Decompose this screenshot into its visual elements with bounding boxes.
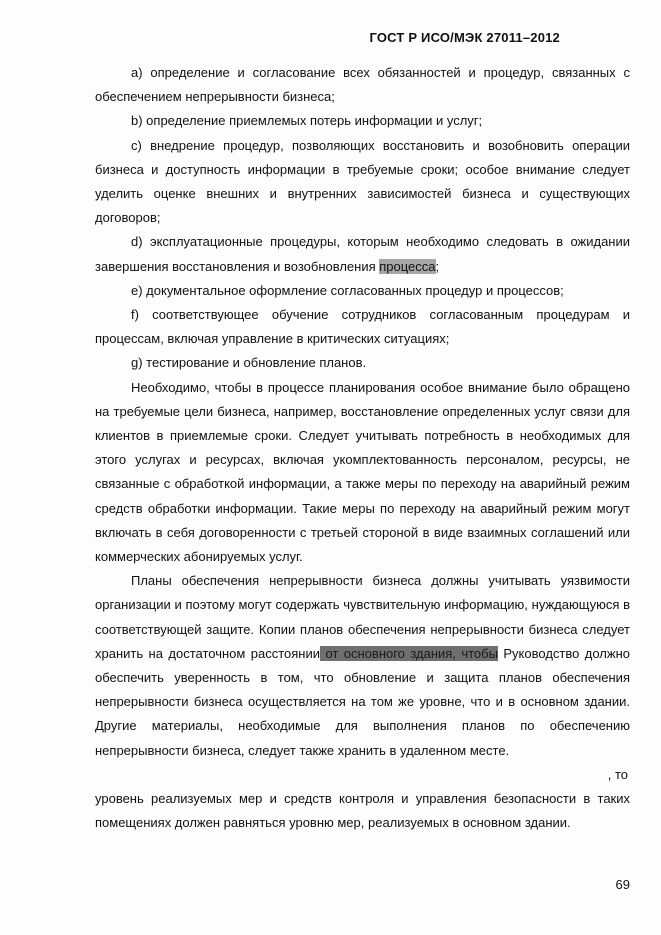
document-header: ГОСТ Р ИСО/МЭК 27011–2012 xyxy=(369,30,560,45)
document-body xyxy=(95,61,630,836)
paragraph-plans-storage-text: Планы обеспечения непрерывности бизнеса должны учитывать уязвимости организации и поэтому могут содержать чувствительную информацию, нуждающуюся в соответствующей защите. Копии планов обеспечения непрерывности бизнеса следует хранить на достаточном расстоянии xyxy=(95,573,630,661)
paragraph-plans-storage-cont: Руководство должно обеспечить уверенность в том, что обновление и защита планов обеспечения непрерывности бизнеса осуществляется на том же уровне, что и в основном здании. Другие материалы, необходимые для выполнения планов по обеспечению непрерывности бизнеса, следует также хранить в удаленном месте. xyxy=(95,645,630,758)
highlighted-redacted-text: от основного здания, чтобы xyxy=(320,645,498,661)
list-item-c: с) внедрение процедур, позволяющих восстановить и возобновить операции бизнеса и доступность информации в требуемые сроки; особое внимание следует уделить оценке внешних и внутренних зависимостей бизнеса и существующих договоров; xyxy=(95,137,630,226)
list-item-b: b) определение приемлемых потерь информации и услуг; xyxy=(131,113,483,129)
highlighted-text: процесса xyxy=(379,258,436,274)
list-item-a: а) определение и согласование всех обязанностей и процедур, связанных с обеспечением непрерывности бизнеса; xyxy=(95,65,630,105)
list-item-d-end: ; xyxy=(435,258,440,274)
list-item-d xyxy=(95,230,630,278)
paragraph-planning: Необходимо, чтобы в процессе планирования особое внимание было обращено на требуемые цели бизнеса, например, восстановление определенных услуг связи для клиентов в приемлемые сроки. Следует учитывать потребность в необходимых для этого услугах и ресурсах, включая укомплектованность персоналом, ресурсы, не связанные с обработкой информации, а также меры по переходу на аварийный режим средств обработки информации. Такие меры по переходу на аварийный режим могут включать в себя договоренности с третьей стороной в виде взаимных соглашений или коммерческих абонируемых услуг. xyxy=(95,379,630,565)
paragraph-fragment-line xyxy=(95,763,630,787)
paragraph-fragment: , то xyxy=(607,766,628,782)
list-item-f: f) соответствующее обучение сотрудников согласованным процедурам и процессам, включая управление в критических ситуациях; xyxy=(95,307,630,347)
list-item-g: g) тестирование и обновление планов. xyxy=(131,355,367,371)
paragraph-plans-storage xyxy=(95,569,630,763)
list-item-e: е) документальное оформление согласованных процедур и процессов; xyxy=(131,282,564,298)
paragraph-security-level: уровень реализуемых мер и средств контроля и управления безопасности в таких помещениях должен равняться уровню мер, реализуемых в основном здании. xyxy=(95,791,630,831)
list-item-d-text: d) эксплуатационные процедуры, которым необходимо следовать в ожидании завершения восстановления и возобновления xyxy=(95,234,630,274)
page-number: 69 xyxy=(615,877,630,892)
